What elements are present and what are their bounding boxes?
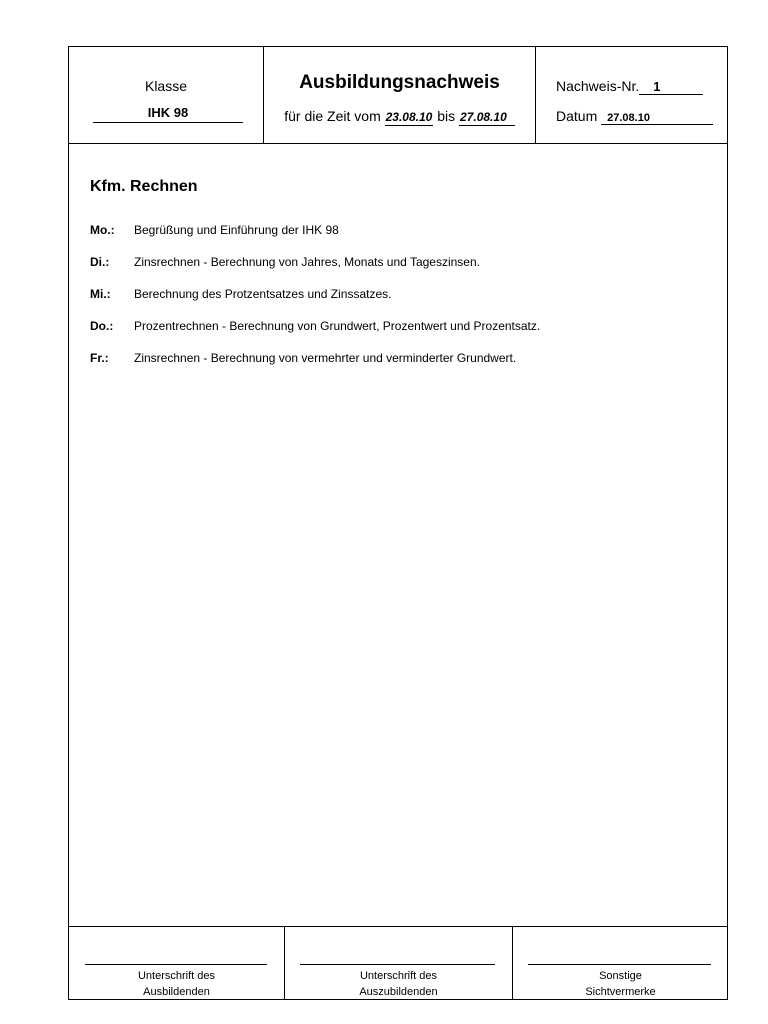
day-label: Do.:	[90, 319, 114, 333]
signature-label-line1: Unterschrift des	[359, 970, 438, 982]
klasse-cell	[69, 47, 264, 143]
entry-tuesday	[90, 255, 710, 287]
entry-monday	[90, 223, 710, 255]
klasse-label: Klasse	[144, 78, 188, 94]
report-form	[68, 46, 728, 1000]
signature-label	[513, 968, 728, 1000]
period-to-field[interactable]: 27.08.10	[459, 110, 515, 126]
period-line	[264, 108, 535, 126]
nachweis-number-field[interactable]: 1	[639, 79, 703, 95]
entry-text: Begrüßung und Einführung der IHK 98	[134, 223, 339, 237]
signature-label-line2: Sichtvermerke	[585, 986, 656, 998]
title-cell	[264, 47, 536, 143]
entry-text: Zinsrechnen - Berechnung von Jahres, Monats und Tageszinsen.	[134, 255, 480, 269]
signature-line	[528, 964, 711, 965]
entry-text: Berechnung des Protzentsatzes und Zinssatzes.	[134, 287, 392, 301]
form-header	[69, 47, 727, 144]
entry-thursday	[90, 319, 710, 351]
day-label: Di.:	[90, 255, 110, 269]
entry-friday	[90, 351, 710, 383]
datum-label: Datum	[556, 108, 598, 124]
period-prefix: für die Zeit vom	[284, 108, 381, 124]
entry-text: Zinsrechnen - Berechnung von vermehrter und verminderter Grundwert.	[134, 351, 517, 365]
signature-label-line1: Unterschrift des	[137, 970, 216, 982]
nachweis-line	[556, 78, 703, 95]
period-from-field[interactable]: 23.08.10	[385, 110, 433, 124]
datum-line	[556, 108, 713, 125]
subject-heading: Kfm. Rechnen	[90, 178, 198, 195]
day-label: Fr.:	[90, 351, 109, 365]
signature-line	[85, 964, 267, 965]
entries-list	[90, 223, 710, 383]
signature-ausbildender-cell[interactable]	[69, 927, 285, 999]
period-bis-label: bis	[437, 108, 456, 124]
signature-line	[300, 964, 495, 965]
datum-field[interactable]: 27.08.10	[601, 112, 713, 125]
page-title: Ausbildungsnachweis	[299, 72, 500, 93]
day-label: Mo.:	[90, 223, 115, 237]
signature-label-line1: Sonstige	[599, 970, 642, 982]
signature-label	[285, 968, 512, 1000]
klasse-field[interactable]: IHK 98	[93, 105, 243, 123]
signature-label-line2: Auszubildenden	[359, 986, 438, 998]
day-label: Mi.:	[90, 287, 111, 301]
entry-wednesday	[90, 287, 710, 319]
nachweis-cell	[536, 47, 728, 143]
entry-text: Prozentrechnen - Berechnung von Grundwert, Prozentwert und Prozentsatz.	[134, 319, 541, 333]
signature-footer	[69, 926, 727, 999]
sichtvermerke-cell[interactable]	[513, 927, 728, 999]
signature-auszubildender-cell[interactable]	[285, 927, 513, 999]
signature-label-line2: Ausbildenden	[143, 986, 210, 998]
nachweis-label: Nachweis-Nr.	[556, 78, 640, 94]
signature-label	[69, 968, 284, 1000]
